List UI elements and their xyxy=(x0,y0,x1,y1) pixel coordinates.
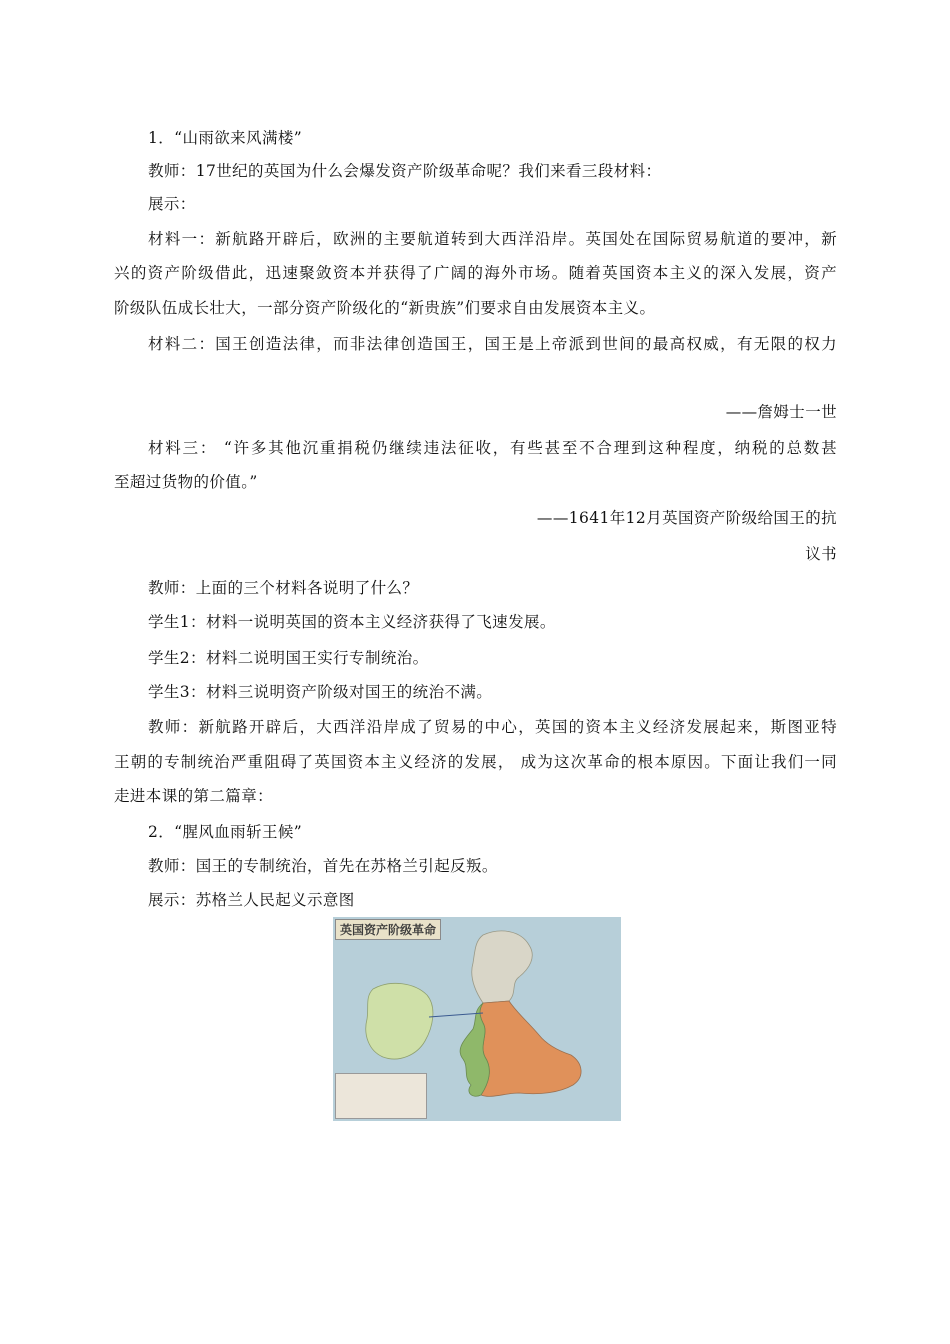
material2-line1: 材料二：国王创造法律，而非法律创造国王，国王是上帝派到世间的最高权威，有无限的权力 xyxy=(148,335,837,353)
teacher-question-1: 教师：17世纪的英国为什么会爆发资产阶级革命呢？我们来看三段材料： xyxy=(148,162,662,180)
map-title: 英国资产阶级革命 xyxy=(335,919,441,940)
material1-line3: 阶级队伍成长壮大，一部分资产阶级化的“新贵族”们要求自由发展资本主义。 xyxy=(114,299,656,317)
teacher-summary-line1: 教师：新航路开辟后，大西洋沿岸成了贸易的中心，英国的资本主义经济发展起来，斯图亚特 xyxy=(148,718,837,736)
revolution-map-image xyxy=(333,917,621,1121)
map-legend xyxy=(335,1073,427,1119)
material3-line1: 材料三： “许多其他沉重捐税仍继续违法征收，有些甚至不合理到这种程度，纳税的总数甚 xyxy=(148,439,837,457)
show-label-1: 展示： xyxy=(148,195,196,213)
material3-line2: 至超过货物的价值。” xyxy=(114,473,258,491)
teacher-scotland: 教师：国王的专制统治，首先在苏格兰引起反叛。 xyxy=(148,857,498,875)
student2-answer: 学生2：材料二说明国王实行专制统治。 xyxy=(148,649,429,667)
section1-heading: 1．“山雨欲来风满楼” xyxy=(148,129,303,147)
teacher-summary-line3: 走进本课的第二篇章： xyxy=(114,787,274,805)
student3-answer: 学生3：材料三说明资产阶级对国王的统治不满。 xyxy=(148,683,493,701)
student1-answer: 学生1：材料一说明英国的资本主义经济获得了飞速发展。 xyxy=(148,613,556,631)
show-label-2: 展示：苏格兰人民起义示意图 xyxy=(148,891,355,909)
teacher-summary-line2: 王朝的专制统治严重阻碍了英国资本主义经济的发展， 成为这次革命的根本原因。下面让我们一同 xyxy=(114,753,837,771)
teacher-question-2: 教师：上面的三个材料各说明了什么？ xyxy=(148,579,419,597)
material2-source: ——詹姆士一世 xyxy=(725,403,837,421)
section2-heading: 2．“腥风血雨斩王候” xyxy=(148,823,303,841)
material3-source-line1: ——1641年12月英国资产阶级给国王的抗 xyxy=(536,509,837,527)
material3-source-line2: 议书 xyxy=(805,545,837,563)
material1-line2: 兴的资产阶级借此，迅速聚敛资本并获得了广阔的海外市场。随着英国资本主义的深入发展，资产 xyxy=(114,264,837,282)
material1-line1: 材料一：新航路开辟后，欧洲的主要航道转到大西洋沿岸。英国处在国际贸易航道的要冲，新 xyxy=(148,230,837,248)
